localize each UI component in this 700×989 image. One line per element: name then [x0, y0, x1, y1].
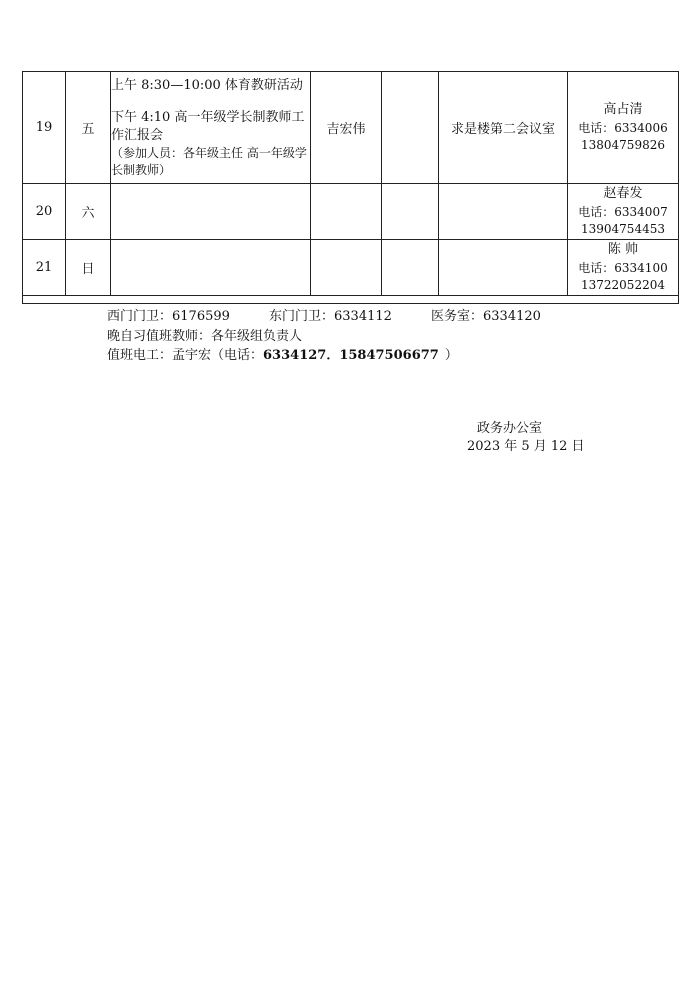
west-gate-phone: 西门门卫：6176599	[107, 309, 230, 324]
table-row-closing	[23, 296, 679, 304]
duty-name: 陈 帅	[607, 242, 639, 257]
blank-cell	[382, 184, 439, 240]
blank-cell	[382, 240, 439, 296]
date-cell: 20	[23, 184, 66, 240]
evening-study-duty: 晚自习值班教师：各年级组负责人	[107, 329, 303, 344]
electrician-line	[107, 344, 458, 363]
activity-morning: 上午 8:30—10:00 体育教研活动	[111, 77, 303, 93]
table-row	[23, 72, 679, 184]
activity-afternoon: 下午 4:10 高一年级学长制教师工作汇报会	[111, 109, 305, 143]
place-cell	[439, 184, 568, 240]
duty-cell	[568, 240, 679, 296]
weekday-cell: 日	[66, 240, 111, 296]
duty-cell	[568, 72, 679, 184]
place-cell	[439, 240, 568, 296]
table-row	[23, 240, 679, 296]
duty-mobile: 13904754453	[581, 222, 665, 236]
leader-cell	[311, 240, 382, 296]
schedule-table	[22, 71, 679, 304]
activity-cell	[111, 72, 311, 184]
evening-study-line	[107, 325, 302, 344]
issue-date: 2023 年 5 月 12 日	[467, 439, 585, 454]
duty-name: 高占清	[603, 102, 643, 117]
activity-cell	[111, 240, 311, 296]
electrician-label: 值班电工：孟宇宏（电话：	[107, 348, 264, 363]
electrician-phones: 6334127．15847506677	[263, 348, 439, 363]
issuing-office: 政务办公室	[477, 421, 543, 436]
spacer	[111, 95, 310, 109]
weekday-cell: 五	[66, 72, 111, 184]
duty-phone: 电话：6334007	[578, 205, 668, 219]
place-cell: 求是楼第二会议室	[439, 72, 568, 184]
table-row	[23, 184, 679, 240]
activity-cell	[111, 184, 311, 240]
duty-cell	[568, 184, 679, 240]
leader-cell: 吉宏伟	[311, 72, 382, 184]
date-cell: 21	[23, 240, 66, 296]
clinic-phone: 医务室：6334120	[431, 309, 541, 324]
gate-phones-line	[107, 305, 541, 324]
date-cell: 19	[23, 72, 66, 184]
closing-strip	[23, 296, 679, 304]
duty-mobile: 13804759826	[581, 138, 665, 152]
blank-cell	[382, 72, 439, 184]
duty-name: 赵春发	[603, 186, 643, 201]
duty-mobile: 13722052204	[581, 278, 665, 292]
electrician-end: ）	[444, 348, 458, 363]
east-gate-phone: 东门门卫：6334112	[269, 309, 392, 324]
leader-cell	[311, 184, 382, 240]
activity-participants: （参加人员：各年级主任 高一年级学长制教师）	[111, 145, 307, 177]
duty-phone: 电话：6334006	[578, 121, 668, 135]
weekday-cell: 六	[66, 184, 111, 240]
duty-phone: 电话：6334100	[578, 261, 668, 275]
